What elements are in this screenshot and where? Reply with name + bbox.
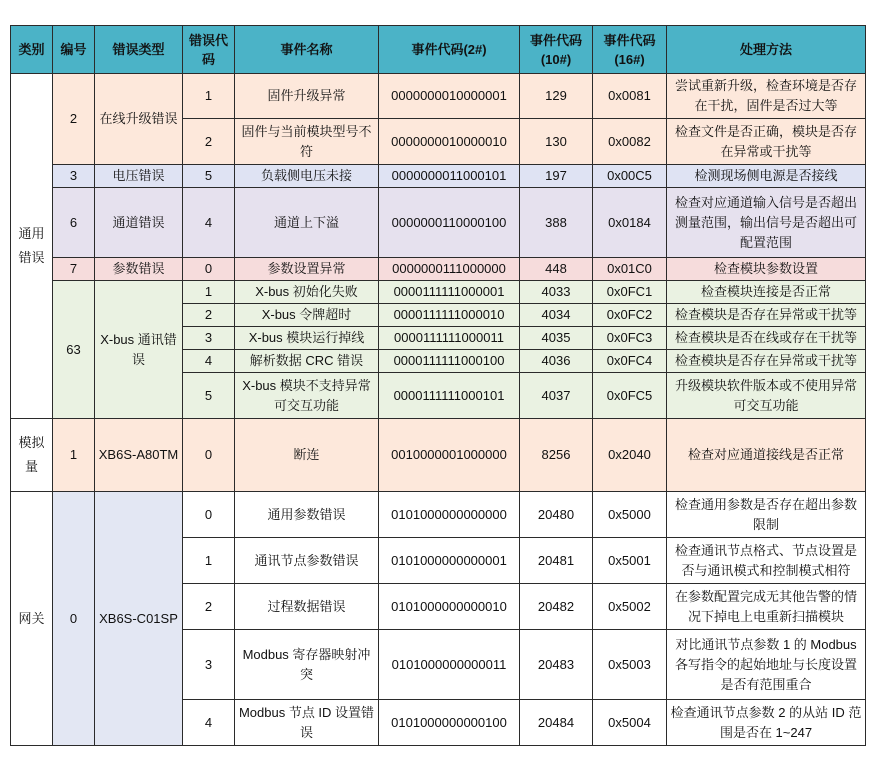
event-name: X-bus 令牌超时 [235,304,379,327]
header-category: 类别 [11,26,53,74]
event-name: X-bus 模块不支持异常可交互功能 [235,373,379,419]
table-row [11,258,866,281]
event-code-dec: 20484 [520,700,593,746]
section-analog: 模拟量 [11,419,53,492]
event-name: 过程数据错误 [235,584,379,630]
section-general: 通用错误 [11,74,53,419]
event-code-hex: 0x5000 [593,492,667,538]
event-code-hex: 0x5003 [593,630,667,700]
error-code: 0 [183,492,235,538]
group-number: 63 [53,281,95,419]
error-code: 5 [183,373,235,419]
event-name: 参数设置异常 [235,258,379,281]
solution: 检查通讯节点格式、节点设置是否与通讯模式和控制模式相符 [667,538,866,584]
table-row [11,492,866,538]
event-name: 解析数据 CRC 错误 [235,350,379,373]
event-name: 通道上下溢 [235,188,379,258]
table-row [11,74,866,119]
error-code: 4 [183,700,235,746]
error-code: 1 [183,281,235,304]
event-name: X-bus 初始化失败 [235,281,379,304]
event-code-dec: 448 [520,258,593,281]
error-code-table [10,25,866,746]
event-code-hex: 0x2040 [593,419,667,492]
event-code-dec: 197 [520,165,593,188]
event-code-dec: 4034 [520,304,593,327]
event-code-dec: 130 [520,119,593,165]
solution: 对比通讯节点参数 1 的 Modbus 各写指令的起始地址与长度设置是否有范围重合 [667,630,866,700]
event-code-bin: 0000000010000010 [379,119,520,165]
event-code-bin: 0101000000000100 [379,700,520,746]
solution: 尝试重新升级，检查环境是否存在干扰，固件是否过大等 [667,74,866,119]
solution: 检查对应通道接线是否正常 [667,419,866,492]
solution: 在参数配置完成无其他告警的情况下掉电上电重新扫描模块 [667,584,866,630]
event-code-bin: 0000000111000000 [379,258,520,281]
event-code-bin: 0000000010000001 [379,74,520,119]
section-gateway: 网关 [11,492,53,746]
event-code-hex: 0x0082 [593,119,667,165]
event-code-bin: 0101000000000001 [379,538,520,584]
group-number: 1 [53,419,95,492]
event-name: 固件升级异常 [235,74,379,119]
event-code-bin: 0010000001000000 [379,419,520,492]
error-code: 5 [183,165,235,188]
header-event-code-bin: 事件代码(2#) [379,26,520,74]
group-type: XB6S-C01SP [95,492,183,746]
event-name: Modbus 寄存器映射冲突 [235,630,379,700]
event-code-hex: 0x5002 [593,584,667,630]
event-code-dec: 4036 [520,350,593,373]
event-code-dec: 20480 [520,492,593,538]
event-code-hex: 0x0FC1 [593,281,667,304]
header-error-code: 错误代码 [183,26,235,74]
event-code-bin: 0000111111000100 [379,350,520,373]
table-row [11,419,866,492]
event-code-dec: 4035 [520,327,593,350]
event-code-dec: 8256 [520,419,593,492]
event-code-hex: 0x0FC3 [593,327,667,350]
table-row [11,188,866,258]
group-type: X-bus 通讯错误 [95,281,183,419]
solution: 检查模块是否存在异常或干扰等 [667,350,866,373]
solution: 检查模块参数设置 [667,258,866,281]
group-type: XB6S-A80TM [95,419,183,492]
solution: 检测现场侧电源是否接线 [667,165,866,188]
event-code-bin: 0101000000000000 [379,492,520,538]
event-code-hex: 0x5004 [593,700,667,746]
event-code-bin: 0000111111000101 [379,373,520,419]
event-code-bin: 0101000000000011 [379,630,520,700]
error-code: 3 [183,327,235,350]
group-number: 6 [53,188,95,258]
error-code: 4 [183,350,235,373]
header-event-name: 事件名称 [235,26,379,74]
event-name: 通用参数错误 [235,492,379,538]
solution: 升级模块软件版本或不使用异常可交互功能 [667,373,866,419]
group-type: 在线升级错误 [95,74,183,165]
header-event-code-dec: 事件代码(10#) [520,26,593,74]
group-type: 电压错误 [95,165,183,188]
header-solution: 处理方法 [667,26,866,74]
table-row [11,281,866,304]
event-code-dec: 20481 [520,538,593,584]
event-code-bin: 0101000000000010 [379,584,520,630]
solution: 检查文件是否正确，模块是否存在异常或干扰等 [667,119,866,165]
event-code-hex: 0x5001 [593,538,667,584]
group-number: 2 [53,74,95,165]
group-type: 通道错误 [95,188,183,258]
event-code-hex: 0x0184 [593,188,667,258]
event-code-dec: 4037 [520,373,593,419]
event-name: Modbus 节点 ID 设置错误 [235,700,379,746]
header-event-code-hex: 事件代码(16#) [593,26,667,74]
event-code-dec: 20482 [520,584,593,630]
group-type: 参数错误 [95,258,183,281]
solution: 检查通用参数是否存在超出参数限制 [667,492,866,538]
group-number: 3 [53,165,95,188]
error-code: 1 [183,538,235,584]
error-code: 3 [183,630,235,700]
event-code-bin: 0000111111000001 [379,281,520,304]
event-code-bin: 0000000011000101 [379,165,520,188]
event-code-hex: 0x01C0 [593,258,667,281]
event-code-bin: 0000000110000100 [379,188,520,258]
event-code-dec: 20483 [520,630,593,700]
event-code-hex: 0x0081 [593,74,667,119]
event-name: 负载侧电压未接 [235,165,379,188]
event-name: 断连 [235,419,379,492]
solution: 检查模块是否在线或存在干扰等 [667,327,866,350]
event-name: X-bus 模块运行掉线 [235,327,379,350]
group-number: 0 [53,492,95,746]
group-number: 7 [53,258,95,281]
header-number: 编号 [53,26,95,74]
solution: 检查通讯节点参数 2 的从站 ID 范围是否在 1~247 [667,700,866,746]
event-name: 通讯节点参数错误 [235,538,379,584]
event-code-hex: 0x0FC5 [593,373,667,419]
event-code-bin: 0000111111000011 [379,327,520,350]
event-code-dec: 388 [520,188,593,258]
error-code: 2 [183,119,235,165]
solution: 检查模块是否存在异常或干扰等 [667,304,866,327]
error-code: 0 [183,419,235,492]
error-code: 2 [183,304,235,327]
event-code-dec: 4033 [520,281,593,304]
event-code-dec: 129 [520,74,593,119]
error-code: 0 [183,258,235,281]
event-code-bin: 0000111111000010 [379,304,520,327]
header-error-type: 错误类型 [95,26,183,74]
solution: 检查对应通道输入信号是否超出测量范围，输出信号是否超出可配置范围 [667,188,866,258]
event-code-hex: 0x0FC2 [593,304,667,327]
error-code: 4 [183,188,235,258]
error-code: 2 [183,584,235,630]
solution: 检查模块连接是否正常 [667,281,866,304]
event-code-hex: 0x00C5 [593,165,667,188]
event-code-hex: 0x0FC4 [593,350,667,373]
table-row [11,165,866,188]
header-row [11,26,866,74]
event-name: 固件与当前模块型号不符 [235,119,379,165]
error-code: 1 [183,74,235,119]
